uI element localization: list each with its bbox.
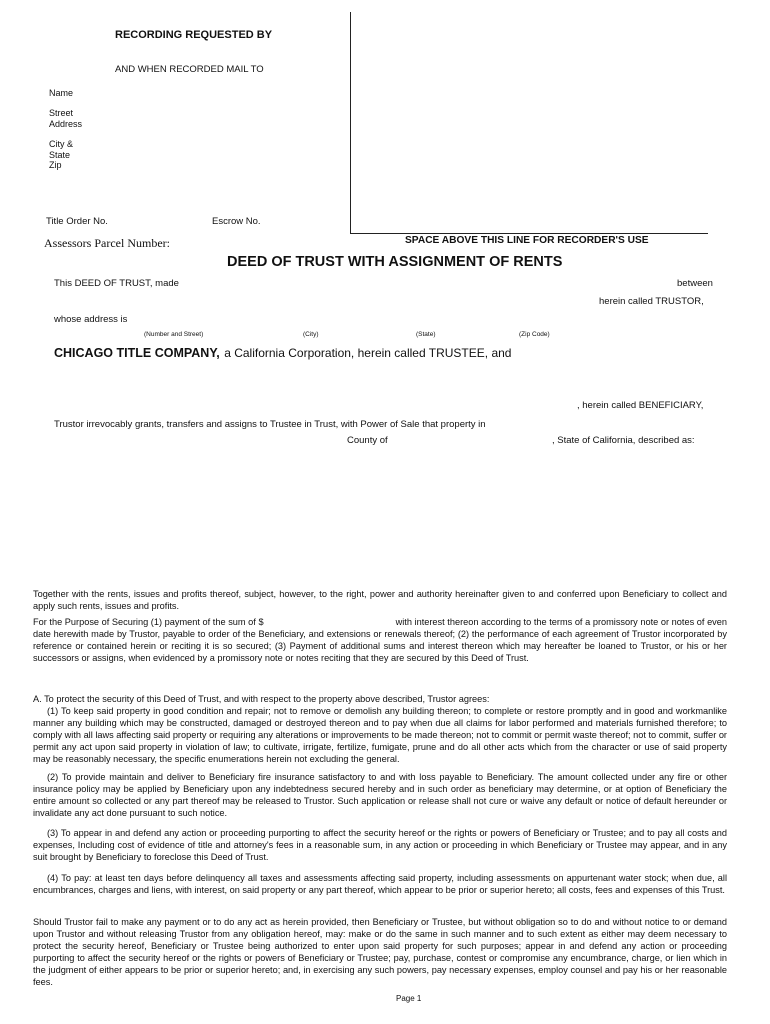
item-2-text: (2) To provide maintain and deliver to Beneficiary fire insurance satisfactory to and with loss payable to Beneficiary. The amount collected under any fire or other insurance policy may be applied by Beneficiary upon any indebtedness secured hereby and in such order as beneficiary may determine, or at option of Beneficiary the entire amount so collected or any part thereof may be released to Trustor. Such application or release shall not cure or waive any default or notice of default hereunder or invalidate any act done pursuant to such notice. bbox=[33, 772, 727, 819]
trustee-description: a California Corporation, herein called TRUSTEE, and bbox=[224, 346, 512, 360]
zip-caption: (Zip Code) bbox=[519, 331, 550, 338]
purpose-paragraph bbox=[33, 616, 727, 664]
recorder-divider-vertical bbox=[350, 12, 351, 234]
together-paragraph bbox=[33, 588, 727, 612]
trustor-text: herein called TRUSTOR, bbox=[599, 296, 704, 307]
between-text: between bbox=[677, 278, 713, 289]
street-label-1: Street bbox=[49, 108, 74, 118]
space-above-line-label: SPACE ABOVE THIS LINE FOR RECORDER'S USE bbox=[405, 235, 649, 246]
grants-text: Trustor irrevocably grants, transfers and assigns to Trustee in Trust, with Power of Sale that property in bbox=[54, 419, 486, 430]
section-a-paragraph bbox=[33, 693, 727, 765]
city-label-3: Zip bbox=[49, 160, 62, 170]
city-caption: (City) bbox=[303, 331, 319, 338]
recorder-divider-horizontal bbox=[351, 233, 708, 234]
recording-requested-by: RECORDING REQUESTED BY bbox=[115, 29, 273, 41]
document-title: DEED OF TRUST WITH ASSIGNMENT OF RENTS bbox=[227, 254, 563, 270]
should-trustor-paragraph bbox=[33, 916, 727, 988]
page-number: Page 1 bbox=[396, 994, 422, 1003]
escrow-label: Escrow No. bbox=[212, 216, 261, 227]
trustee-company-name: CHICAGO TITLE COMPANY, bbox=[54, 346, 220, 360]
section-a-text: A. To protect the security of this Deed of Trust, and with respect to the property above described, Trustor agrees: bbox=[33, 694, 490, 704]
beneficiary-text: , herein called BENEFICIARY, bbox=[577, 400, 704, 411]
assessors-parcel-label: Assessors Parcel Number: bbox=[44, 236, 170, 250]
name-label: Name bbox=[49, 88, 74, 98]
item-3-text: (3) To appear in and defend any action or proceeding purporting to affect the security hereof or the rights or powers of Beneficiary or Trustee; and to pay all costs and expenses, Including cost of evidence of title and attorney's fees in a reasonable sum, in any action or proceeding in which Beneficiary or Trustee may appear, and in any suit brought by Beneficiary to foreclose this Deed of Trust. bbox=[33, 828, 727, 863]
when-recorded-mail-to: AND WHEN RECORDED MAIL TO bbox=[115, 64, 264, 75]
item-2-paragraph bbox=[33, 771, 727, 819]
street-label-2: Address bbox=[49, 119, 83, 129]
purpose-rest: with interest thereon according to the terms of a promissory note or notes of even date herewith made by Trustor, payable to order of the Beneficiary, and extensions or renewals thereof; (2) the performance of each agreement of Trustor incorporated by reference or contained herein or reciting it is so secured; (3) Payment of additional sums and interest thereon which may hereafter be loaned to Trustor, or his or her successors or assigns, when evidenced by a promissory note or notes reciting that they are secured by this Deed of Trust. bbox=[33, 617, 727, 664]
city-label-1: City & bbox=[49, 139, 74, 149]
title-order-label: Title Order No. bbox=[46, 216, 108, 227]
should-trustor-text: Should Trustor fail to make any payment or to do any act as herein provided, then Beneficiary or Trustee, but without obligation so to do and without notice to or demand upon Trustor and without releasing Trustor from any obligation hereof, may: make or do the same in such manner and to such extent as either may deem necessary to protect the security hereof, Beneficiary or Trustee being authorized to enter upon said property for such purposes; appear in and defend any action or proceeding purporting to affect the security hereof or the rights or powers of Beneficiary or Trustee; pay, purchase, contest or compromise any encumbrance, charge, or lien which in the judgment of either appears to be prior or superior hereto; and, in exercising any such powers, pay necessary expenses, employ counsel and pay his or her reasonable fees. bbox=[33, 917, 727, 988]
deed-made-text: This DEED OF TRUST, made bbox=[54, 278, 179, 289]
state-described-text: , State of California, described as: bbox=[552, 435, 695, 446]
item-1-text: (1) To keep said property in good condition and repair; not to remove or demolish any building thereon; to complete or restore promptly and in good and workmanlike manner any building which may be constructed, damaged or destroyed thereon and to pay when due all claims for labor performed and materials furnished therefore; to comply with all laws affecting said property or requiring any alterations or improvements to be made thereon; not to commit or permit waste thereof; not to commit, suffer or permit any act upon said property in violation of law; to cultivate, irrigate, fertilize, fumigate, prune and do all other acts which from the character or use of said property may be reasonably necessary, the specific enumerations herein not excluding the general. bbox=[33, 706, 727, 765]
county-text: County of bbox=[347, 435, 388, 446]
together-text: Together with the rents, issues and profits thereof, subject, however, to the right, power and authority hereinafter given to and conferred upon Beneficiary to collect and apply such rents, issues and profits. bbox=[33, 589, 727, 612]
purpose-text bbox=[33, 616, 727, 664]
address-text: whose address is bbox=[54, 314, 128, 325]
trustee-line bbox=[54, 344, 511, 362]
state-caption: (State) bbox=[416, 331, 436, 338]
item-3-paragraph bbox=[33, 827, 727, 863]
item-4-paragraph bbox=[33, 872, 727, 896]
item-4-text: (4) To pay: at least ten days before delinquency all taxes and assessments affecting said property, including assessments on appurtenant water stock; when due, all encumbrances, charges and liens, with interest, on said property or any part thereof, which appear to be prior or superior hereto; all costs, fees and expenses of this Trust. bbox=[33, 873, 727, 896]
purpose-start: For the Purpose of Securing (1) payment of the sum of $ bbox=[33, 617, 264, 627]
city-label-2: State bbox=[49, 150, 71, 160]
number-street-caption: (Number and Street) bbox=[144, 331, 204, 338]
